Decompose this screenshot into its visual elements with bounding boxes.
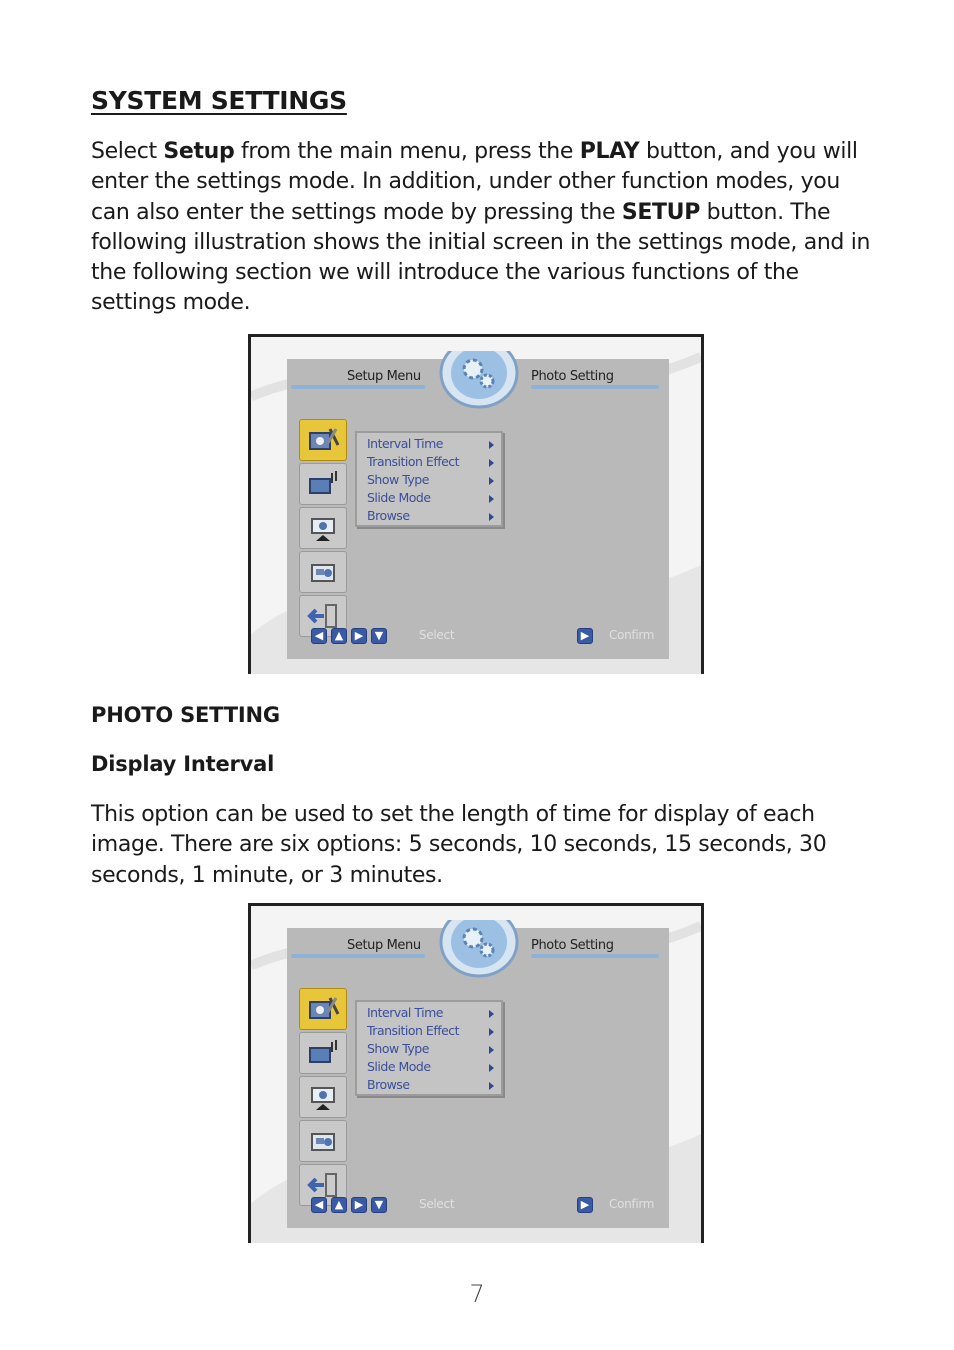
music-setting-tab[interactable] [299, 1032, 347, 1074]
tv-screen [287, 359, 669, 659]
menu-item-show-type[interactable]: Show Type [367, 1041, 429, 1056]
intro-emphasis: SETUP [621, 199, 700, 225]
chevron-right-icon [489, 477, 494, 485]
subsection-title: Display Interval [91, 752, 275, 776]
intro-emphasis: PLAY [579, 139, 640, 164]
gear-icon [437, 351, 521, 409]
play-icon: ▶ [577, 1197, 593, 1213]
system-setting-tab[interactable] [299, 551, 347, 593]
movie-setting-tab[interactable] [299, 1076, 347, 1118]
chevron-right-icon [489, 1010, 494, 1018]
arrow-up-icon: ▲ [331, 1197, 347, 1213]
body-paragraph: This option can be used to set the length of time for display of each image. There are six options: 5 seconds, 10 seconds, 15 seconds, 30 seconds, 1 minute, or 3 minutes. [91, 802, 827, 888]
right-header-label: Photo Setting [531, 369, 614, 384]
music-icon [306, 1038, 342, 1068]
page-heading: SYSTEM SETTINGS [91, 86, 347, 115]
footer-confirm-label: Confirm [609, 1197, 655, 1211]
arrow-up-icon: ▲ [331, 628, 347, 644]
photo-setting-tab[interactable] [299, 988, 347, 1030]
left-header-label: Setup Menu [347, 938, 421, 953]
music-setting-tab[interactable] [299, 463, 347, 505]
left-header-bar [291, 385, 425, 389]
arrow-down-icon: ▼ [371, 628, 387, 644]
chevron-right-icon [489, 1082, 494, 1090]
footer-select-label: Select [419, 628, 455, 642]
right-header-label: Photo Setting [531, 938, 614, 953]
system-icon [306, 1126, 342, 1156]
arrow-left-icon: ◀ [311, 628, 327, 644]
system-icon [306, 557, 342, 587]
menu-item-browse[interactable]: Browse [367, 1077, 410, 1092]
chevron-right-icon [489, 1064, 494, 1072]
right-header-bar [531, 954, 659, 958]
screen-footer [287, 1194, 669, 1216]
chevron-right-icon [489, 441, 494, 449]
footer-select-label: Select [419, 1197, 455, 1211]
chevron-right-icon [489, 1028, 494, 1036]
movie-icon [306, 1082, 342, 1112]
intro-text: from the main menu, press the [234, 139, 580, 164]
arrow-right-icon: ▶ [351, 628, 367, 644]
system-setting-tab[interactable] [299, 1120, 347, 1162]
menu-item-transition-effect[interactable]: Transition Effect [367, 1023, 460, 1038]
intro-text: button. The following illustration shows the initial screen in the settings mode, and in the following section we will introduce the various functions of the settings mode. [91, 199, 871, 316]
photo-tools-icon [306, 425, 342, 455]
photo-tools-icon [306, 994, 342, 1024]
intro-paragraph [91, 137, 881, 319]
photo-setting-screenshot [248, 903, 704, 1243]
menu-item-slide-mode[interactable]: Slide Mode [367, 490, 431, 505]
menu-item-browse[interactable]: Browse [367, 508, 410, 523]
intro-emphasis: Setup [163, 139, 235, 164]
chevron-right-icon [489, 459, 494, 467]
menu-item-interval-time[interactable]: Interval Time [367, 1005, 443, 1020]
chevron-right-icon [489, 513, 494, 521]
photo-setting-tab[interactable] [299, 419, 347, 461]
chevron-right-icon [489, 495, 494, 503]
setup-menu-screenshot [248, 334, 704, 674]
movie-icon [306, 513, 342, 543]
chevron-right-icon [489, 1046, 494, 1054]
footer-confirm-label: Confirm [609, 628, 655, 642]
left-header-label: Setup Menu [347, 369, 421, 384]
intro-text: button, and you will enter the settings mode. In addition, under other function modes, you can also enter the settings mode by pressing the [91, 139, 858, 225]
menu-item-show-type[interactable]: Show Type [367, 472, 429, 487]
right-header-bar [531, 385, 659, 389]
gear-icon [437, 920, 521, 978]
play-icon: ▶ [577, 628, 593, 644]
movie-setting-tab[interactable] [299, 507, 347, 549]
left-header-bar [291, 954, 425, 958]
arrow-right-icon: ▶ [351, 1197, 367, 1213]
arrow-down-icon: ▼ [371, 1197, 387, 1213]
page-number: 7 [469, 1280, 485, 1308]
screen-footer [287, 625, 669, 647]
arrow-left-icon: ◀ [311, 1197, 327, 1213]
menu-item-transition-effect[interactable]: Transition Effect [367, 454, 460, 469]
tv-screen [287, 928, 669, 1228]
menu-item-interval-time[interactable]: Interval Time [367, 436, 443, 451]
section-title: PHOTO SETTING [91, 703, 280, 727]
photo-setting-menu [355, 1000, 503, 1096]
menu-item-slide-mode[interactable]: Slide Mode [367, 1059, 431, 1074]
intro-text: Select [91, 139, 164, 164]
music-icon [306, 469, 342, 499]
photo-setting-menu [355, 431, 503, 527]
